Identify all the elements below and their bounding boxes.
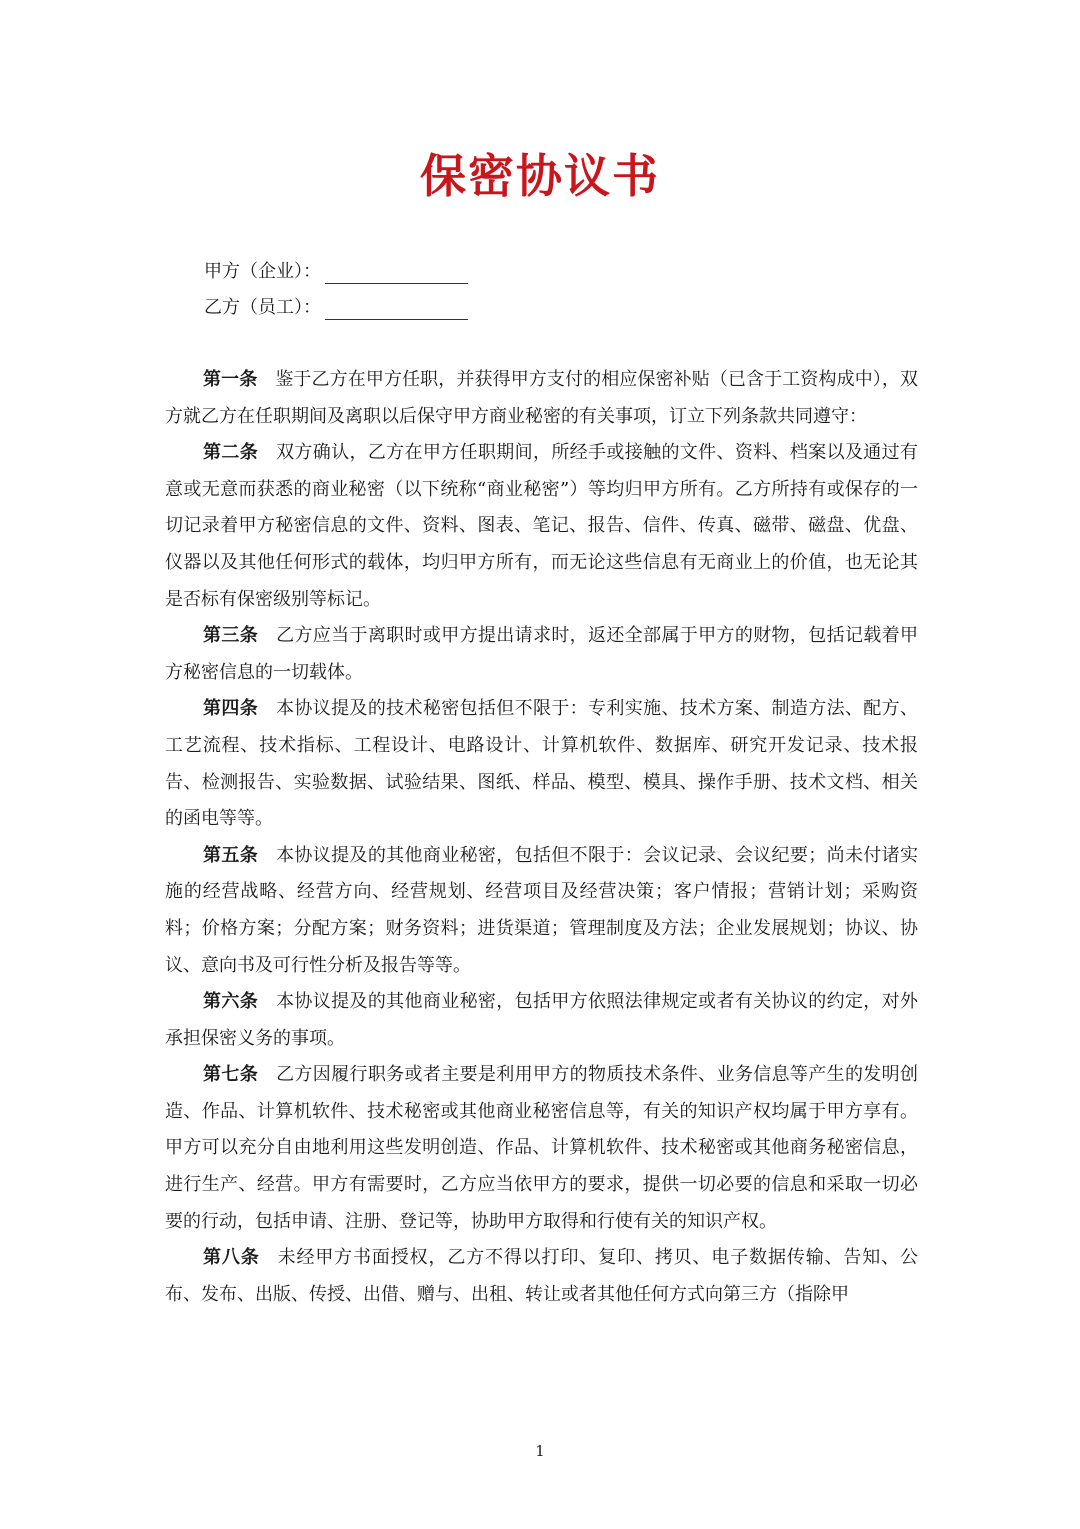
clause-6: [165, 984, 918, 1057]
clauses-body: [165, 362, 918, 1313]
clause-label: 第六条: [203, 991, 259, 1013]
clause-text: 乙方因履行职务或者主要是利用甲方的物质技术条件、业务信息等产生的发明创造、作品、计算机软件、技术秘密或其他商业秘密信息等，有关的知识产权均属于甲方享有。甲方可以充分自由地利用这些发明创造、作品、计算机软件、技术秘密或其他商务秘密信息，进行生产、经营。甲方有需要时，乙方应当依甲方的要求，提供一切必要的信息和采取一切必要的行动，包括申请、注册、登记等，协助甲方取得和行使有关的知识产权。: [165, 1064, 919, 1232]
page-number: 1: [535, 1442, 545, 1460]
parties-block: [204, 254, 468, 326]
party-a-line: [204, 254, 468, 290]
clause-label: 第五条: [203, 844, 259, 866]
clause-text: 鉴于乙方在甲方任职，并获得甲方支付的相应保密补贴（已含于工资构成中），双方就乙方在任职期间及离职以后保守甲方商业秘密的有关事项，订立下列条款共同遵守：: [165, 369, 919, 427]
clause-text: 乙方应当于离职时或甲方提出请求时，返还全部属于甲方的财物，包括记载着甲方秘密信息的一切载体。: [165, 625, 919, 683]
clause-text: 本协议提及的其他商业秘密，包括甲方依照法律规定或者有关协议的约定，对外承担保密义务的事项。: [165, 991, 919, 1049]
clause-5: [165, 838, 918, 984]
party-b-label: 乙方（员工）：: [204, 297, 321, 318]
party-a-label: 甲方（企业）：: [204, 261, 321, 282]
clause-label: 第七条: [203, 1064, 259, 1086]
clause-text: 本协议提及的其他商业秘密，包括但不限于：会议记录、会议纪要；尚未付诸实施的经营战略、经营方向、经营规划、经营项目及经营决策；客户情报；营销计划；采购资料；价格方案；分配方案；财务资料；进货渠道；管理制度及方法；企业发展规划；协议、协议、意向书及可行性分析及报告等等。: [165, 844, 919, 976]
clause-1: [165, 362, 918, 435]
clause-label: 第三条: [203, 625, 259, 647]
clause-label: 第八条: [203, 1247, 260, 1269]
clause-7: [165, 1057, 918, 1240]
party-a-blank: [325, 261, 468, 284]
clause-text: 未经甲方书面授权，乙方不得以打印、复印、拷贝、电子数据传输、告知、公布、发布、出版、传授、出借、赠与、出租、转让或者其他任何方式向第三方（指除甲: [165, 1247, 919, 1305]
clause-label: 第四条: [203, 698, 259, 720]
party-b-line: [204, 290, 468, 326]
document-title: 保密协议书: [420, 149, 660, 203]
clause-text: 双方确认，乙方在甲方任职期间，所经手或接触的文件、资料、档案以及通过有意或无意而获悉的商业秘密（以下统称“商业秘密”）等均归甲方所有。乙方所持有或保存的一切记录着甲方秘密信息的文件、资料、图表、笔记、报告、信件、传真、磁带、磁盘、优盘、仪器以及其他任何形式的载体，均归甲方所有，而无论这些信息有无商业上的价值，也无论其是否标有保密级别等标记。: [165, 442, 919, 610]
party-b-blank: [325, 297, 468, 320]
clause-label: 第二条: [203, 442, 259, 464]
clause-3: [165, 618, 918, 691]
clause-2: [165, 435, 918, 618]
clause-8: [165, 1240, 918, 1313]
clause-label: 第一条: [203, 369, 258, 390]
clause-text: 本协议提及的技术秘密包括但不限于：专利实施、技术方案、制造方法、配方、工艺流程、技术指标、工程设计、电路设计、计算机软件、数据库、研究开发记录、技术报告、检测报告、实验数据、试验结果、图纸、样品、模型、模具、操作手册、技术文档、相关的函电等等。: [165, 698, 919, 830]
clause-4: [165, 691, 918, 837]
